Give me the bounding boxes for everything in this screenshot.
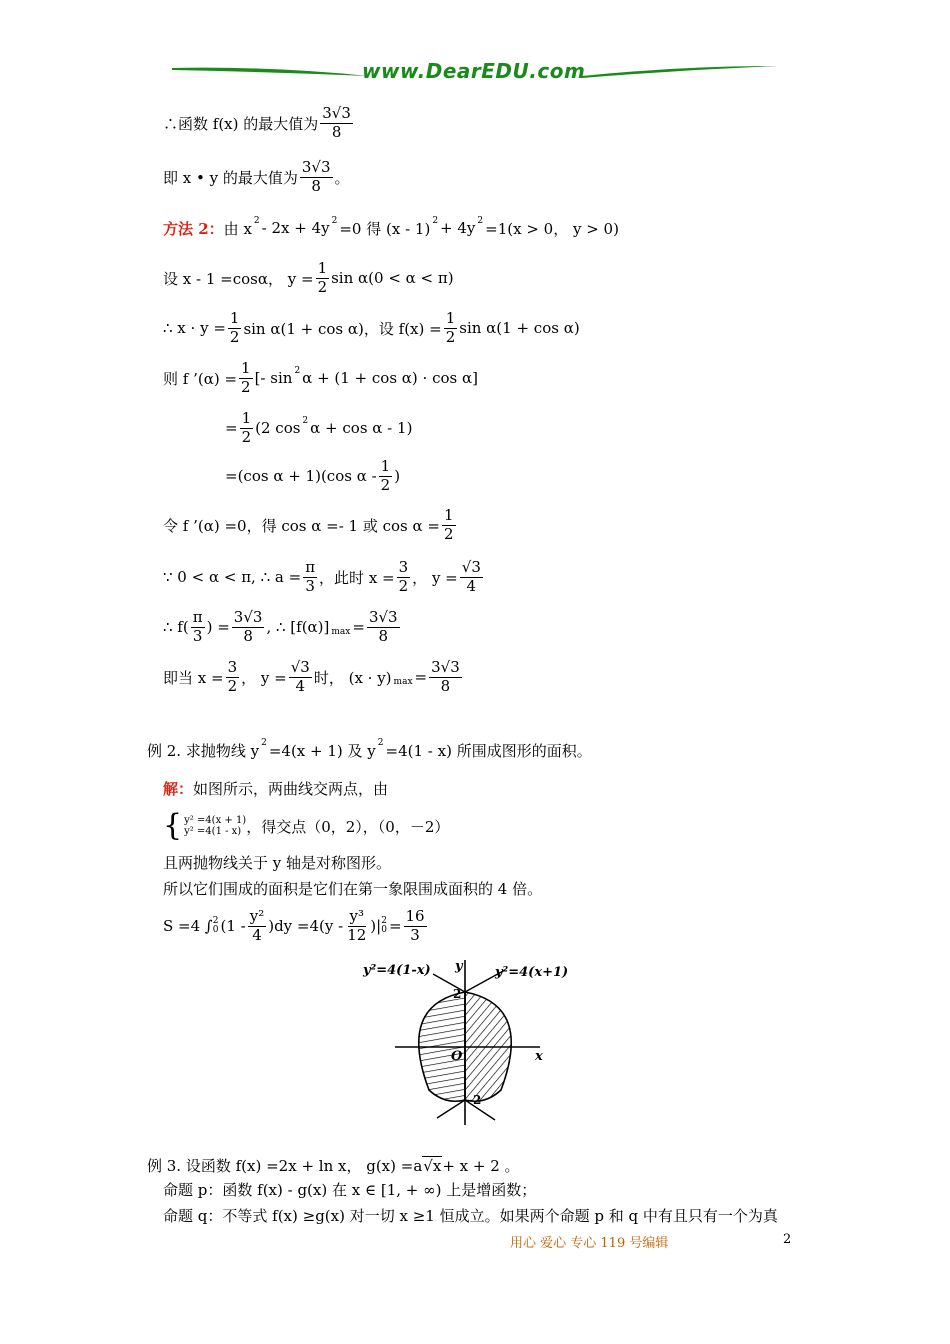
line-method2: 方法 2： 由 x 2 - 2x + 4y 2 =0 得 (x - 1) 2 + 4y 2 =1(x > 0， y > 0) (163, 216, 619, 238)
fraction: $\frac{3√3}{8}$ (301, 158, 331, 195)
fraction: $\frac{3√3}{8}$ (322, 104, 351, 141)
line-derivative-2: = $\frac{1}{2}$ (2 cos 2 α + cos α - 1) (225, 409, 413, 446)
fraction: $\frac{3}{2}$ (227, 658, 238, 695)
fraction: $\frac{\pi}{3}$ (305, 558, 316, 595)
solution-line-3: 且两抛物线关于 y 轴是对称图形。 (163, 853, 392, 872)
line-substitution: 设 x - 1 =cosα， y = $\frac{1}{2}$ sin α(0 < α < π) (163, 259, 454, 296)
line-derivative-3: =(cos α + 1)(cos α - $\frac{1}{2}$ ) (225, 457, 401, 494)
fraction: $\frac{1}{2}$ (443, 506, 454, 543)
line-max-f: ∴函数 f(x) 的最大值为 $\frac{3√3}{8}$ (163, 104, 351, 141)
proposition-p: 命题 p：函数 f(x) - g(x) 在 x ∈ [1, + ∞) 上是增函数； (163, 1180, 537, 1199)
tick-bottom-label: -2 (468, 1093, 482, 1107)
label-right-curve: y²=4(x+1) (495, 965, 569, 980)
parabola-bottom-tail (437, 1100, 465, 1118)
swoosh-right-icon (580, 58, 780, 86)
header-logo (170, 58, 780, 86)
fraction: $\frac{\text{y²}}{4}$ (249, 907, 265, 944)
footer-text: 用心 爱心 专心 119 号编辑 (510, 1236, 669, 1251)
fraction: $\frac{1}{2}$ (380, 457, 391, 494)
solution-system: { y² =4(x + 1) y² =4(1 - x) ，得交点（0，2），（0，－2） (163, 808, 450, 843)
integral-line: S =4 ∫ 2 0 (1 - $\frac{\text{y²}}{4}$ )dy =4(y - $\frac{\text{y³}}{12}$ )| 2 0 = $\frac{16}{3}$ (163, 907, 425, 944)
line-fmax: ∴ f( $\frac{\pi}{3}$ ) = $\frac{3√3}{8}$ , ∴ [f(α)] max = $\frac{3√3}{8}$ (163, 608, 398, 645)
fraction: $\frac{\text{y³}}{12}$ (347, 907, 367, 944)
equation-system: y² =4(x + 1) y² =4(1 - x) (184, 815, 247, 837)
line-conclusion: 即当 x = $\frac{3}{2}$ ， y = $\frac{√3}{4}$ 时， (x · y) max = $\frac{3√3}{8}$ (163, 658, 460, 695)
method2-label: 方法 2： (163, 219, 224, 238)
logo-text: www.DearEDU.com (362, 59, 586, 83)
fraction: $\frac{3√3}{8}$ (431, 658, 460, 695)
example-2-heading: 例 2. 求抛物线 y 2 =4(x + 1) 及 y 2 =4(1 - x) 所围成图形的面积。 (147, 738, 592, 760)
fraction: $\frac{16}{3}$ (405, 907, 425, 944)
fraction: $\frac{3√3}{8}$ (368, 608, 398, 645)
example-3-heading: 例 3. 设函数 f(x) =2x + ln x， g(x) =a √x + x + 2 。 (147, 1156, 520, 1175)
fraction: $\frac{3√3}{8}$ (233, 608, 263, 645)
solution-label: 解： (163, 779, 194, 798)
origin-label: O (451, 1049, 463, 1064)
axis-x-label: x (535, 1049, 543, 1064)
parabola-figure (355, 950, 595, 1130)
page-number: 2 (783, 1232, 792, 1247)
line-product: ∴ x · y = $\frac{1}{2}$ sin α(1 + cos α)，设 f(x) = $\frac{1}{2}$ sin α(1 + cos α) (163, 309, 580, 346)
integral-limits: 2 0 (212, 916, 219, 935)
fraction: $\frac{1}{2}$ (317, 259, 328, 296)
tick-top-label: 2 (453, 987, 462, 1001)
brace: { (163, 808, 183, 843)
proposition-q: 命题 q：不等式 f(x) ≥g(x) 对一切 x ≥1 恒成立。如果两个命题 p 和 q 中有且只有一个为真 (163, 1206, 778, 1225)
eval-limits: 2 0 (381, 916, 387, 935)
solution-line-4: 所以它们围成的面积是它们在第一象限围成面积的 4 倍。 (163, 879, 543, 898)
fraction: $\frac{√3}{4}$ (461, 558, 481, 595)
line-derivative: 则 f ’(α) = $\frac{1}{2}$ [- sin 2 α + (1 + cos α) · cos α] (163, 359, 478, 396)
solution-line-1: 解： 如图所示，两曲线交两点，由 (163, 779, 389, 798)
label-left-curve: y²=4(1-x) (363, 963, 431, 978)
fraction: $\frac{1}{2}$ (241, 409, 252, 446)
line-max-xy: 即 x • y 的最大值为 $\frac{3√3}{8}$ 。 (163, 158, 350, 195)
fraction: $\frac{\pi}{3}$ (192, 608, 203, 645)
fraction: $\frac{1}{2}$ (241, 359, 251, 396)
fraction: $\frac{1}{2}$ (445, 309, 456, 346)
line-alpha: ∵ 0 < α < π, ∴ a = $\frac{\pi}{3}$ ，此时 x = $\frac{3}{2}$ ， y = $\frac{√3}{4}$ (163, 558, 481, 595)
line-critical: 令 f ’(α) =0，得 cos α =- 1 或 cos α = $\frac{1}{2}$ (163, 506, 454, 543)
fraction: $\frac{3}{2}$ (398, 558, 409, 595)
swoosh-left-icon (170, 58, 370, 86)
axis-y-label: y (455, 959, 463, 974)
fraction: $\frac{√3}{4}$ (290, 658, 310, 695)
fraction: $\frac{1}{2}$ (229, 309, 240, 346)
